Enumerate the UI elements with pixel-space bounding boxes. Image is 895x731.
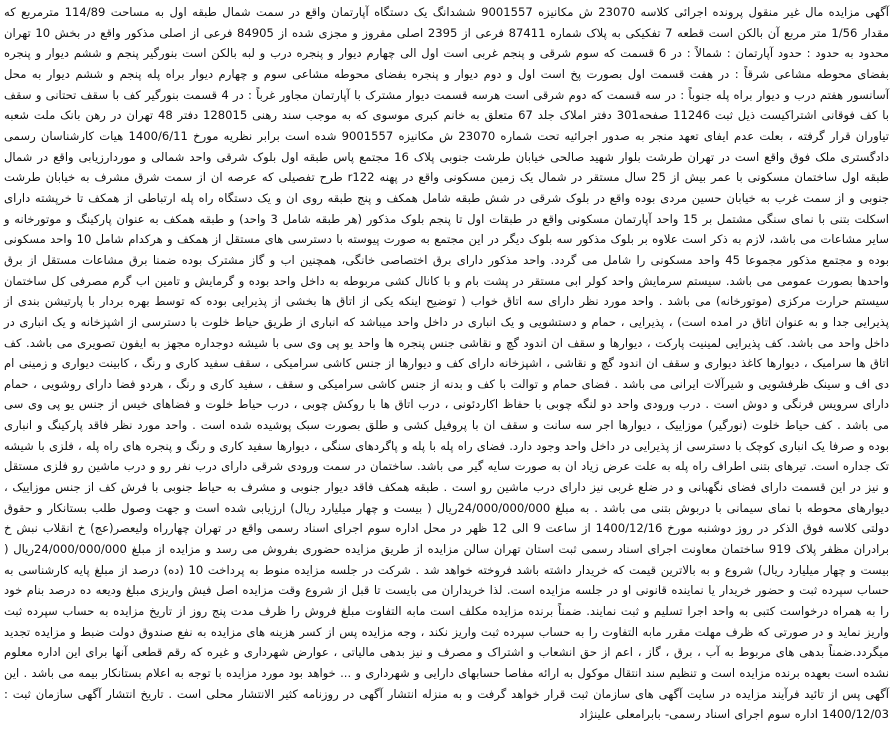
auction-notice-text: آگهی مزایده مال غیر منقول پرونده اجرائی کلاسه 23070 ش مکانیزه 9001557 ششدانگ یک دستگاه آپارتمان واقع در سمت شمال طبقه اول به مساحت 114/89 مترمربع که مقدار 1/56 متر مربع آن بالکن است قطعه 7 تفکیکی به پلاک شماره 87411 فرعی از 2395 اصلی مفروز و مجزی شده از 84905 فرعی از اصلی مذکور واقع در بخش 10 تهران محدود به حدود : حدود آپارتمان : شمالاً : در 6 قسمت که سوم شرقی و پنجم غربی است اول الی چهارم دیوار و پنجره درب و لبه بالکن است بنورگیر پنجم و ششم دیوار و پنجره بفضای محوطه مشاعی شرقاً : در هفت قسمت اول بصورت پخ است اول و دوم دیوار و پنجره بفضای محوطه مشاعی سوم و چهارم دیوار براه پله پنجم و ششم دیوار به محل آسانسور هفتم درب و دیوار براه پله جنوباً : در سه قسمت که دوم شرقی است هرسه قسمت دیوار مشترک با آپارتمان مجاور غرباً : در 4 قسمت بنورگیر کف با سقف تحتانی و سقف با کف فوقانی اشتراکیست ذیل ثبت 11246 صفحه301 دفتر املاک جلد 67 متعلق به خانم کبری موسوی که به موجب سند رهنی 128015 دفتر 48 تهران در رهن بانک ملت شعبه تیاوران قرار گرفته ، بعلت عدم ایفای تعهد منجر به صدور اجرائیه تحت شماره 23070 ش مکانیزه 9001557 شده است برابر نظریه مورخ 1400/6/11 هیات کارشناسان رسمی دادگستری ملک فوق واقع است در تهران طرشت بلوار شهید صالحی خیابان طرشت جنوبی پلاک 16 مجتمع پاس طبقه اول بلوک شرقی واحد شمالی و موردارزیابی واقع در شمال طبقه اول ساختمان مسکونی با عمر بیش از 25 سال مستقر در شمال یک زمین مسکونی واقع در پهنه r122 طرح تفصیلی که عرصه ان از سمت شرق مشرف به خیابان طرشت جنوبی و از سمت غرب به خیابان حسین مردی بوده واقع در بلوک شرقی در شش طبقه شامل همکف و پنج طبقه روی ان و یک دستگاه راه پله ارتباطی از همکف تا خرپشته دارای اسکلت بتنی با نمای سنگی مشتمل بر 15 واحد آپارتمان مسکونی واقع در طبقات اول تا پنجم بلوک مذکور (هر طبقه شامل 3 واحد) و طبقه همکف به عنوان پارکینگ و موتورخانه و سایر مشاعات می باشد، لازم به ذکر است علاوه بر بلوک مذکور سه بلوک دیگر در این مجتمع به صورت پیوسته با دسترسی های مستقل از همکف و هرکدام شامل 10 واحد مسکونی بوده و مجتمع مذکور مجموعا 45 واحد مسکونی را شامل می گردد. واحد مذکور دارای برق اختصاصی خانگی، همچنین اب و گاز مشترک بوده ضمنا برق مشاعات مستقل از برق واحدها بصورت عمومی می باشد. سیستم سرمایش واحد کولر ابی مستقر در پشت بام و با کانال کشی مربوطه به داخل واحد بوده و گرمایش و تامین اب گرم مصرفی کل ساختمان سیستم حرارت مرکزی (موتورخانه) می باشد . واحد مورد نظر دارای سه اتاق خواب ( توضیح اینکه یکی از اتاق ها بخشی از پذیرایی بوده که توسط بهره بردار با پارتیشن بندی از پذیرایی جدا و به عنوان اتاق در امده است) ، پذیرایی ، حمام و دستشویی و یک انباری در داخل واحد میباشد که انباری از طریق حیاط خلوت با دسترسی از اشپزخانه و یک انباری در داخل واحد می باشد. کف پذیرایی لمینیت پارکت ، دیوارها و سقف ان اندود گچ و نقاشی جنس پنجره ها واحد یو پی وی سی با شیشه دوجداره مجهز به ایفون تصویری می باشد. کف اتاق ها سرامیک ، دیوارها کاغذ دیواری و سقف ان اندود گچ و نقاشی ، اشپزخانه دارای کف و دیوارها از جنس کاشی سرامیکی ، سقف سفید کاری و رنگ ، کابینت دیواری و زمینی ام دی اف و سینک ظرفشویی و شیرآلات ایرانی می باشد . فضای حمام و توالت با کف و بدنه از جنس کاشی سرامیکی و سقف ، سفید کاری و رنگ ، هردو فضا دارای روشویی ، حمام دارای سرویس فرنگی و دوش است . درب ورودی واحد دو لنگه چوبی با حفاظ اکاردئونی ، درب اتاق ها با روکش چوبی ، درب حیاط خلوت و فضاهای خیس از جنس یو پی وی سی می باشد . کف حیاط خلوت (نورگیر) موزاییک ، دیوارها اجر سه سانت و سقف ان با پروفیل کشی و طلق بصورت سبک پوشیده شده است . واحد مورد نظر فاقد پارکینگ و انباری بوده و صرفا یک انباری کوچک با دسترسی از پذیرایی در داخل واحد وجود دارد. فضای راه پله با پله و پاگردهای سنگی ، دیوارها سفید کاری و رنگ و پنجره های راه پله ، فلزی با شیشه تک جداره است. تیرهای بتنی اطراف راه پله به علت عرض زیاد ان به صورت سایه گیر می باشد. ساختمان در سمت ورودی شرقی دارای درب نفر رو و درب ماشین رو فلزی مستقل و نیز در این قسمت دارای فضای نگهبانی و در ضلع غربی نیز دارای درب ماشین رو است . طبقه همکف فاقد دیوار جنوبی و مشرف به حیاط جنوبی با فرش کف از جنس موزاییک ، دیوارهای محوطه با نمای سیمانی با دربوش بتنی می باشد . به مبلغ 24/000/000/000ریال ( بیست و چهار میلیارد ریال) ارزیابی شده است و جهت وصول طلب بستانکار و حقوق دولتی کلاسه فوق الذکر در روز دوشنبه مورخ 1400/12/16 از ساعت 9 الی 12 ظهر در محل اداره سوم اجرای اسناد رسمی واقع در تهران چهارراه ولیعصر(عج) خ انقلاب نبش خ برادران مظفر پلاک 919 ساختمان معاونت اجرای اسناد رسمی ثبت استان تهران سالن مزایده از طریق مزایده حضوری بفروش می رسد و مزایده از مبلغ 24/000/000/000ریال ( بیست و چهار میلیارد ریال) شروع و به بالاترین قیمت که خریدار داشته باشد فروخته خواهد شد . شرکت در جلسه مزایده منوط به پرداخت 10 (ده) درصد از مبلغ پایه کارشناسی به حساب سپرده ثبت و حضور خریدار یا نماینده قانونی او در جلسه مزایده است. لذا خریداران می بایست تا قبل از شروع وقت مزایده اصل فیش واریزی مبلغ ودیعه ده درصد بنام خود را به همراه درخواست کتبی به واحد اجرا تسلیم و ثبت نمایند. ضمناً برنده مزایده مکلف است مابه التفاوت مبلغ فروش را ظرف مدت پنج روز از تاریخ مزایده به حساب سپرده ثبت واریز نماید و در صورتی که ظرف مهلت مقرر مابه التفاوت را به حساب سپرده ثبت واریز نکند ، وجه مزایده پس از کسر هزینه های مزایده به نفع صندوق دولت ضبط و مزایده تجدید میگردد.ضمناً بدهی های مربوط به آب ، برق ، گاز ، اعم از حق انشعاب و اشتراک و مصرف و نیز بدهی مالیاتی ، عوارض شهرداری و غیره که رقم قطعی آنها برای این اداره معلوم نشده است بعهده برنده مزایده است و تنظیم سند انتقال موکول به ارائه مفاصا حسابهای دارایی و شهرداری و ... خواهد بود مورد مزایده با توجه به اعلام بستانکار بیمه می باشد . این آگهی پس از تائید فرآیند مزایده در سایت آگهی های سازمان ثبت قرار خواهد گرفت و به منزله انتشار آگهی در روزنامه کثیر الانتشار محلی است . تاریخ انتشار آگهی سازمان ثبت : 1400/12/03 اداره سوم اجرای اسناد رسمی- بابرامعلی علینژاد	[4, 5, 890, 722]
